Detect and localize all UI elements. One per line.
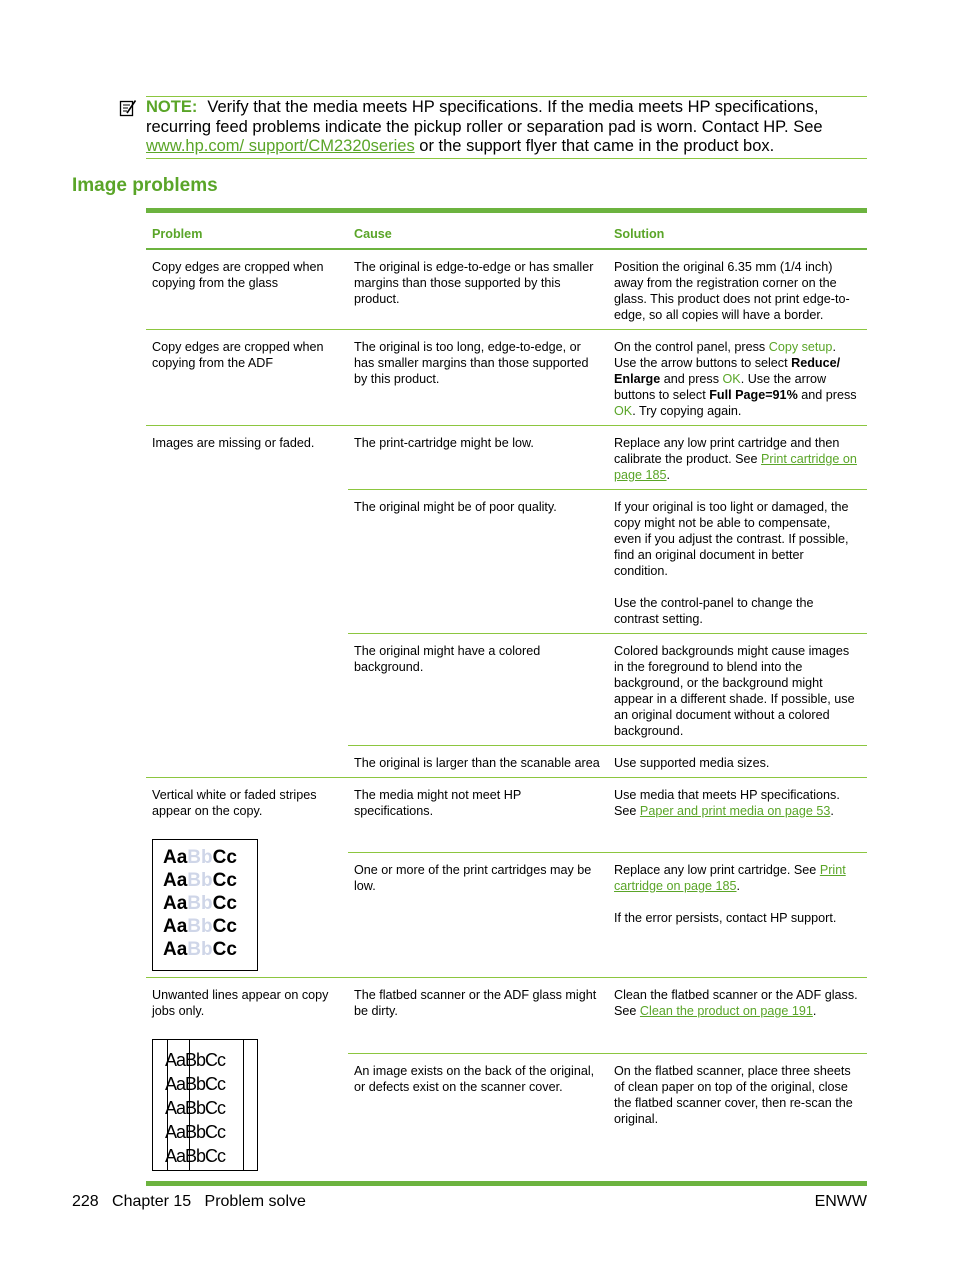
problem-cell [146, 978, 348, 1184]
text: . [830, 804, 834, 818]
stripe-line [243, 1040, 244, 1170]
text: . Use the arrow buttons to select [614, 372, 827, 402]
table-row [146, 330, 867, 426]
sample-line: AaBbCc [165, 1050, 226, 1070]
cause-cell: The print-cartridge might be low. [348, 426, 608, 490]
spacer [614, 894, 861, 910]
sample-aa: Aa [163, 870, 188, 891]
sample-line: AaBbCc [165, 1146, 226, 1166]
solution-cell [608, 853, 867, 978]
stripe-line [189, 1040, 190, 1170]
ok-ref: OK [722, 372, 741, 386]
cause-cell: The original might have a colored background. [348, 634, 608, 746]
solution-cell: Position the original 6.35 mm (1/4 inch) away from the registration corner on the glass. This product does not print edge-to-edge, so all copies will have a border. [608, 249, 867, 330]
sample-line: AaBbCc [165, 1122, 226, 1142]
note-label: NOTE: [146, 98, 198, 116]
sample-cc: Cc [212, 939, 237, 960]
hp-support-link[interactable]: www.hp.com/ support/CM2320series [146, 137, 415, 155]
header-problem: Problem [146, 211, 348, 250]
ok-ref: OK [614, 404, 633, 418]
text [614, 862, 861, 894]
text: Use media that meets HP specifications. See [614, 788, 840, 818]
table-row [146, 778, 867, 853]
note-box [146, 96, 867, 159]
section-title: Image problems [72, 175, 218, 196]
text: . Try copying again. [632, 404, 742, 418]
sample-bb: Bb [187, 893, 213, 914]
solution-cell [608, 330, 867, 426]
footer-right: ENWW [814, 1193, 867, 1210]
sample-line [153, 869, 257, 892]
text: Use the control-panel to change the contrast setting. [614, 596, 814, 626]
spacer [614, 579, 861, 595]
note-text: Verify that the media meets HP specifications. If the media meets HP specifications, recurring feed problems indicate the pickup roller or separation pad is worn. Contact HP. See [146, 98, 823, 136]
text: Replace any low print cartridge and then calibrate the product. See [614, 436, 840, 466]
sample-bb: Bb [187, 870, 213, 891]
text: On the control panel, press [614, 340, 769, 354]
problem-cell [146, 778, 348, 978]
sample-aa: Aa [163, 893, 188, 914]
footer-left: 228 Chapter 15 Problem solve [72, 1193, 306, 1210]
solution-cell [608, 778, 867, 853]
sample-line [153, 892, 257, 915]
solution-cell [608, 426, 867, 490]
sample-line: AaBbCc [165, 1098, 226, 1118]
unwanted-lines-sample-image [152, 1039, 258, 1171]
sample-bb: Bb [187, 916, 213, 937]
text: Unwanted lines appear on copy jobs only. [152, 988, 329, 1018]
sample-aa: Aa [163, 847, 188, 868]
cause-cell: An image exists on the back of the original, or defects exist on the scanner cover. [348, 1054, 608, 1184]
solution-cell [608, 978, 867, 1054]
text: . Use the arrow buttons to select [614, 340, 836, 370]
stripe-line [167, 1040, 168, 1170]
sample-cc: Cc [212, 893, 237, 914]
reduce-enlarge-ref: Reduce/ Enlarge [614, 356, 841, 386]
header-cause: Cause [348, 211, 608, 250]
text: If your original is too light or damaged, the copy might not be able to compensate, even if you adjust the contrast. If possible, find an original document in better condition. [614, 500, 849, 578]
sample-bb: Bb [187, 939, 213, 960]
solution-cell: Colored backgrounds might cause images in the foreground to blend into the background, or the background might appear in a different shade. If possible, use an original document without a colored background. [608, 634, 867, 746]
cause-cell: One or more of the print cartridges may be low. [348, 853, 608, 978]
cause-cell: The original is larger than the scanable area [348, 746, 608, 778]
text: . [666, 468, 671, 482]
text: Replace any low print cartridge. See [614, 863, 820, 877]
sample-aa: Aa [163, 939, 188, 960]
text: Clean the flatbed scanner or the ADF glass. See [614, 988, 858, 1018]
sample-cc: Cc [212, 916, 237, 937]
sample-cc: Cc [212, 870, 237, 891]
cause-cell: The media might not meet HP specifications. [348, 778, 608, 853]
note-icon [119, 99, 137, 117]
print-cartridge-link[interactable]: Print cartridge on page 185 [614, 452, 857, 482]
text: . [812, 1004, 817, 1018]
problem-cell: Images are missing or faded. [146, 426, 348, 778]
header-solution: Solution [608, 211, 867, 250]
sample-line [153, 938, 257, 961]
full-page-ref: Full Page=91% [709, 388, 798, 402]
solution-cell [608, 490, 867, 634]
paper-media-link[interactable]: Paper and print media on page 53 [639, 804, 831, 818]
text: and press [797, 388, 857, 402]
cause-cell: The original might be of poor quality. [348, 490, 608, 634]
text: . [736, 879, 741, 893]
sample-line [153, 915, 257, 938]
problem-cell: Copy edges are cropped when copying from the glass [146, 249, 348, 330]
sample-line: AaBbCc [165, 1074, 226, 1094]
table-row [146, 426, 867, 490]
cause-cell: The flatbed scanner or the ADF glass might be dirty. [348, 978, 608, 1054]
note-text-end: or the support flyer that came in the product box. [414, 137, 775, 155]
sample-aa: Aa [163, 916, 188, 937]
table-header-row [146, 211, 867, 250]
text: If the error persists, contact HP support. [614, 911, 837, 925]
clean-product-link[interactable]: Clean the product on page 191 [639, 1004, 813, 1018]
solution-cell: On the flatbed scanner, place three sheets of clean paper on top of the original, close the flatbed scanner cover, then re-scan the original. [608, 1054, 867, 1184]
faded-stripes-sample-image [152, 839, 258, 971]
sample-line [153, 846, 257, 869]
print-cartridge-link[interactable]: Print cartridge on page 185 [614, 863, 846, 893]
table-row [146, 978, 867, 1054]
solution-cell: Use supported media sizes. [608, 746, 867, 778]
cause-cell: The original is edge-to-edge or has smaller margins than those supported by this product. [348, 249, 608, 330]
image-problems-table [146, 208, 867, 1186]
text: and press [660, 372, 723, 386]
problem-cell: Copy edges are cropped when copying from the ADF [146, 330, 348, 426]
sample-cc: Cc [212, 847, 237, 868]
sample-bb: Bb [187, 847, 213, 868]
text: Vertical white or faded stripes appear on the copy. [152, 788, 317, 818]
copy-setup-ref: Copy setup [768, 340, 833, 354]
cause-cell: The original is too long, edge-to-edge, or has smaller margins than those supported by this product. [348, 330, 608, 426]
table-row [146, 249, 867, 330]
